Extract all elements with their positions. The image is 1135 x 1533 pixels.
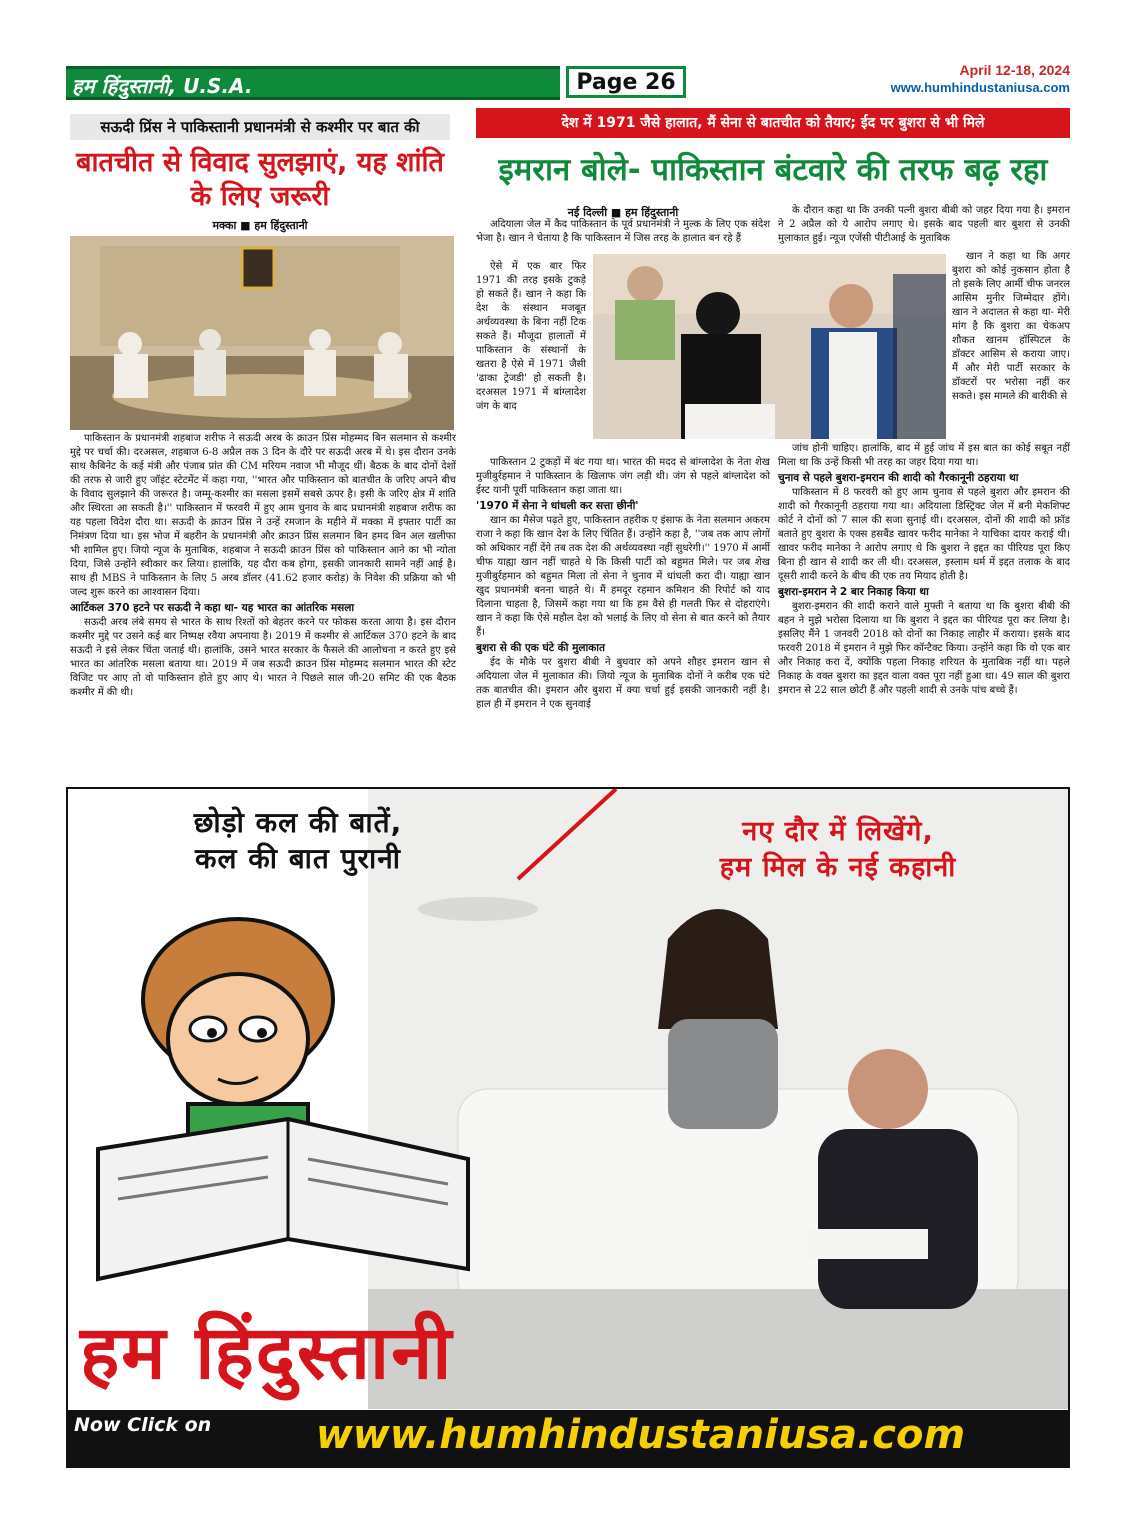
right-article-column-1-wrap xyxy=(476,260,586,414)
right-article-column-1-bottom xyxy=(476,456,770,712)
imran-bushra-photo xyxy=(593,254,946,439)
right-article-subhead: चुनाव से पहले बुशरा-इमरान की शादी को गैरकानूनी ठहराया था xyxy=(778,472,1019,484)
ad-brand-name: हम हिंदुस्तानी xyxy=(80,1310,454,1396)
masthead-bar xyxy=(66,66,560,100)
ad-cta-bar[interactable] xyxy=(68,1410,1068,1466)
right-article-kicker: देश में 1971 जैसे हालात, मैं सेना से बातचीत को तैयार; ईद पर बुशरा से भी मिले xyxy=(476,108,1070,138)
ad-website-link[interactable]: www.humhindustaniusa.com xyxy=(315,1412,966,1458)
cartoon-newspaper-reader-icon xyxy=(88,889,488,1289)
meeting-photo-illustration xyxy=(70,236,454,430)
right-article-paragraph: खान का मैसेज पढ़ते हुए, पाकिस्तान तहरीक ए इंसाफ के नेता सलमान अकरम राजा ने कहा कि खान देश के लिए चिंतित हैं। उन्होंने कहा है, ''जब तक आप लोगों को अधिकार नहीं देंगे तब तक देश की अर्थव्यवस्था नहीं सुधरेगी।'' 1970 में आर्मी चीफ याह्या खान नहीं चाहते थे कि किसी पार्टी को बहुमत मिले। पर जब शेख मुजीबुर्रहमान को बहुमत मिला तो सेना ने चुनाव में धांधली करा दी। याह्या खान खुद प्रधानमंत्री बनना चाहते थे। मैं हमदूर रहमान कमिशन की रिपोर्ट को याद दिलाना चाहता है, जिसमें कहा गया था कि हम वैसे ही गलती फिर से दोहराएंगे। खान ने कहा कि ऐसे महौल देश को भलाई के लिए वो सेना से बात करने को तैयार हैं। xyxy=(476,515,770,638)
imran-bushra-illustration xyxy=(593,254,946,439)
masthead xyxy=(66,62,1070,100)
right-article-subhead: बुशरा से की एक घंटे की मुलाकात xyxy=(476,642,606,654)
page-number: Page 26 xyxy=(566,66,686,98)
ad-slogan-left-line1: छोड़ो कल की बातें, xyxy=(193,806,403,839)
right-article-column-2-top xyxy=(778,204,1070,246)
left-article-paragraph: पाकिस्तान के प्रधानमंत्री शहबाज शरीफ ने सऊदी अरब के क्राउन प्रिंस मोहम्मद बिन सलमान से कश्मीर मुद्दे पर चर्चा की। दरअसल, शहबाज 6-8 अप्रैल तक 3 दिन के दौरे पर सऊदी अरब में थे। इस दौरान उनके साथ कैबिनेट के कई मंत्री और पंजाब प्रांत की CM मरियम नवाज भी मौजूद थीं। बैठक के बाद दोनों देशों की तरफ से जारी हुए जॉइंट स्टेटमेंट में कहा गया, ''भारत और पाकिस्तान को बातचीत के जरिए अपने बीच के विवाद सुलझाने की जरूरत है। जम्मू-कश्मीर का मसला इसमें सबसे ऊपर है। इसी के जरिए क्षेत्र में शांति और स्थिरता आ सकती है।'' पाकिस्तान में फरवरी में हुए आम चुनाव के बाद प्रधानमंत्री शहबाज शरीफ का यह पहला विदेश दौरा था। सऊदी के क्राउन प्रिंस ने उन्हें रमजान के महीने में मक्का में इफ्तार पार्टी का निमंत्रण दिया था। इस भोज में बहरीन के प्रधानमंत्री और क्राउन प्रिंस सलमान बिन हमद बिन अल खलीफा भी शामिल हुए। जियो न्यूज के मुताबिक, शहबाज ने सऊदी क्राउन प्रिंस को पाकिस्तान आने का भी न्योता दिया, जिसे उन्होंने स्वीकार कर लिया। हालांकि, यह दौरा कब होगा, इसकी जानकारी सामने नहीं आई है। साथ ही MBS ने पाकिस्तान के लिए 5 अरब डॉलर (41.62 हजार करोड़) के निवेश की प्रक्रिया को भी जल्द शुरू करने का आश्वासन दिया। xyxy=(70,433,456,598)
issue-date: April 12-18, 2024 xyxy=(959,62,1070,78)
left-article-paragraph: सऊदी अरब लंबे समय से भारत के साथ रिश्तों को बेहतर करने पर फोकस करता आया है। इस दौरान कश्मीर मुद्दे पर उसने कई बार निष्पक्ष रवैया अपनाया है। 2019 में कश्मीर से आर्टिकल 370 हटने के बाद सऊदी ने इसे लेकर चिंता जताई थी। हालांकि, उसने भारत सरकार के फैसले की आलोचना न करते हुए इसे भारत का आंतरिक मसला बताया था। 2019 में जब सऊदी क्राउन प्रिंस मोहम्मद सलमान भारत की स्टेट विजिट पर आए तो वो पाकिस्तान होते हुए आए थे। भारत ने पिछले साल जी-20 समिट की एक बैठक कश्मीर में की थी। xyxy=(70,617,456,698)
right-article-paragraph: जांच होनी चाहिए। हालांकि, बाद में हुई जांच में इस बात का कोई सबूत नहीं मिला था कि उन्हें किसी भी तरह का जहर दिया गया था। xyxy=(778,443,1070,468)
right-article-column-2-wrap xyxy=(952,250,1070,404)
right-article-column-1-top xyxy=(476,218,770,246)
right-article-paragraph: अदियाला जेल में कैद पाकिस्तान के पूर्व प्रधानमंत्री ने मुल्क के लिए एक संदेश भेजा है। खान ने चेताया है कि पाकिस्तान में जिस तरह के हालात बन रहे हैं xyxy=(476,219,770,244)
ad-slogan-right-line2: हम मिल के नई कहानी xyxy=(719,852,957,883)
website-link[interactable]: www.humhindustaniusa.com xyxy=(890,80,1070,95)
right-article-column-2-bottom xyxy=(778,442,1070,698)
right-article-paragraph: पाकिस्तान 2 टुकड़ों में बंट गया था। भारत की मदद से बांग्लादेश के नेता शेख मुजीबुर्रहमान ने पाकिस्तान के खिलाफ जंग लड़ी थी। जंग से पहले बांग्लादेश को ईस्ट यानी पूर्वी पाकिस्तान कहा जाता था। xyxy=(476,457,770,496)
right-article-paragraph: ऐसे में एक बार फिर 1971 की तरह इसके टुकड़े हो सकते हैं। खान ने कहा कि देश के संस्थान मजबूत अर्थव्यवस्था के बिना नहीं टिक सकते हैं। मौजूदा हालातों में पाकिस्तान के संस्थानों के खतरा है ऐसे में 1971 जैसी 'ढाका ट्रेजडी' हो सकती है। दरअसल 1971 में बांग्लादेश जंग के बाद xyxy=(476,261,586,412)
right-article-paragraph: खान ने कहा था कि अगर बुशरा को कोई नुकसान होता है तो इसके लिए आर्मी चीफ जनरल आसिम मुनीर जिम्मेदार होंगे। खान ने अदालत से कहा था- मेरी मांग है कि बुशरा का चेकअप शौकत खानम हॉस्पिटल के डॉक्टर आसिम से कराया जाए। मैं और मेरी पार्टी सरकार के डॉक्टरों पर भरोसा नहीं कर सकते। इस मामले की बारीकी से xyxy=(952,251,1070,402)
left-article-subhead: आर्टिकल 370 हटने पर सऊदी ने कहा था- यह भारत का आंतरिक मसला xyxy=(70,602,355,614)
cartoon-reader xyxy=(88,889,488,1289)
right-article-subhead: बुशरा-इमरान ने 2 बार निकाह किया था xyxy=(778,586,929,598)
right-article-paragraph: ईद के मौके पर बुशरा बीबी ने बुधवार को अपने शौहर इमरान खान से अदियाला जेल में मुलाकात की। जियो न्यूज के मुताबिक दोनों ने करीब एक घंटे तक बातचीत की। इमरान और बुशरा में क्या चर्चा हुई इसकी जानकारी नहीं है। हाल ही में इमरान ने एक सुनवाई xyxy=(476,657,770,710)
right-article-subhead: '1970 में सेना ने धांधली कर सत्ता छीनी' xyxy=(476,500,639,512)
advertisement[interactable] xyxy=(66,787,1070,1468)
publication-title: हम हिंदुस्तानी, U.S.A. xyxy=(72,74,253,98)
left-article-headline: बातचीत से विवाद सुलझाएं, यह शांति के लिए जरूरी xyxy=(76,147,444,212)
right-article-paragraph: पाकिस्तान में 8 फरवरी को हुए आम चुनाव से पहले बुशरा और इमरान की शादी को गैरकानूनी ठहराया गया था। अदियाला डिस्ट्रिक्ट जेल में बनी मेकशिफ्ट कोर्ट ने दोनों को 7 साल की सजा सुनाई थी। दरअसल, दोनों की शादी को फ्रॉड बताते हुए बुशरा के एक्स हसबैंड खावर फरीद मानेका ने याचिका दायर कराई थी। खावर फरीद मानेका ने आरोप लगाए थे कि बुशरा ने इद्दत का पीरियड पूरा किए बिना ही खान से शादी कर ली थी। दरअसल, इस्लाम धर्म में इद्दत तलाक के बाद दूसरी शादी करने के बीच की एक तय मियाद होती है। xyxy=(778,487,1070,582)
left-article-dateline: मक्का ■ हम हिंदुस्तानी xyxy=(212,219,308,232)
meeting-photo xyxy=(70,236,454,430)
left-article-body xyxy=(70,432,456,700)
right-article-paragraph: के दौरान कहा था कि उनकी पत्नी बुशरा बीबी को जहर दिया गया है। इमरान ने 2 अप्रैल को ये आरोप लगाए थे। इसके बाद पहली बार बुशरा से उनकी मुलाकात हुई। न्यूज एजेंसी पीटीआई के मुताबिक xyxy=(778,205,1070,244)
ad-slogan-right-line1: नए दौर में लिखेंगे, xyxy=(742,816,934,847)
right-article-headline: इमरान बोले- पाकिस्तान बंटवारे की तरफ बढ़ रहा xyxy=(498,152,1048,188)
ad-slogan-left-line2: कल की बात पुरानी xyxy=(194,842,402,875)
left-article-kicker: सऊदी प्रिंस ने पाकिस्तानी प्रधानमंत्री से कश्मीर पर बात की xyxy=(70,114,450,140)
right-article-dateline: नई दिल्ली ■ हम हिंदुस्तानी xyxy=(567,206,679,219)
ad-cta-label: Now Click on xyxy=(74,1414,212,1436)
right-article-paragraph: बुशरा-इमरान की शादी कराने वाले मुफ्ती ने बताया था कि बुशरा बीबी की बहन ने मुझे भरोसा दिलाया था कि बुशरा ने इद्दत का पीरियड पूरा कर लिया है। इसलिए मैंने 1 जनवरी 2018 को दोनों का निकाह लाहौर में कराया। इसके बाद फरवरी 2018 में इमरान ने मुझे फिर कॉन्टैक्ट किया। उन्होंने कहा कि वो एक बार और निकाह करा दें, क्योंकि पहला निकाह शरियत के मुताबिक नहीं था। पहले निकाह के वक्त बुशरा का इद्दत वाला वक्त पूरा नहीं हुआ था। 49 साल की बुशरा इमरान से 22 साल छोटी हैं और पहली शादी से उनके पांच बच्चे हैं। xyxy=(778,601,1070,696)
